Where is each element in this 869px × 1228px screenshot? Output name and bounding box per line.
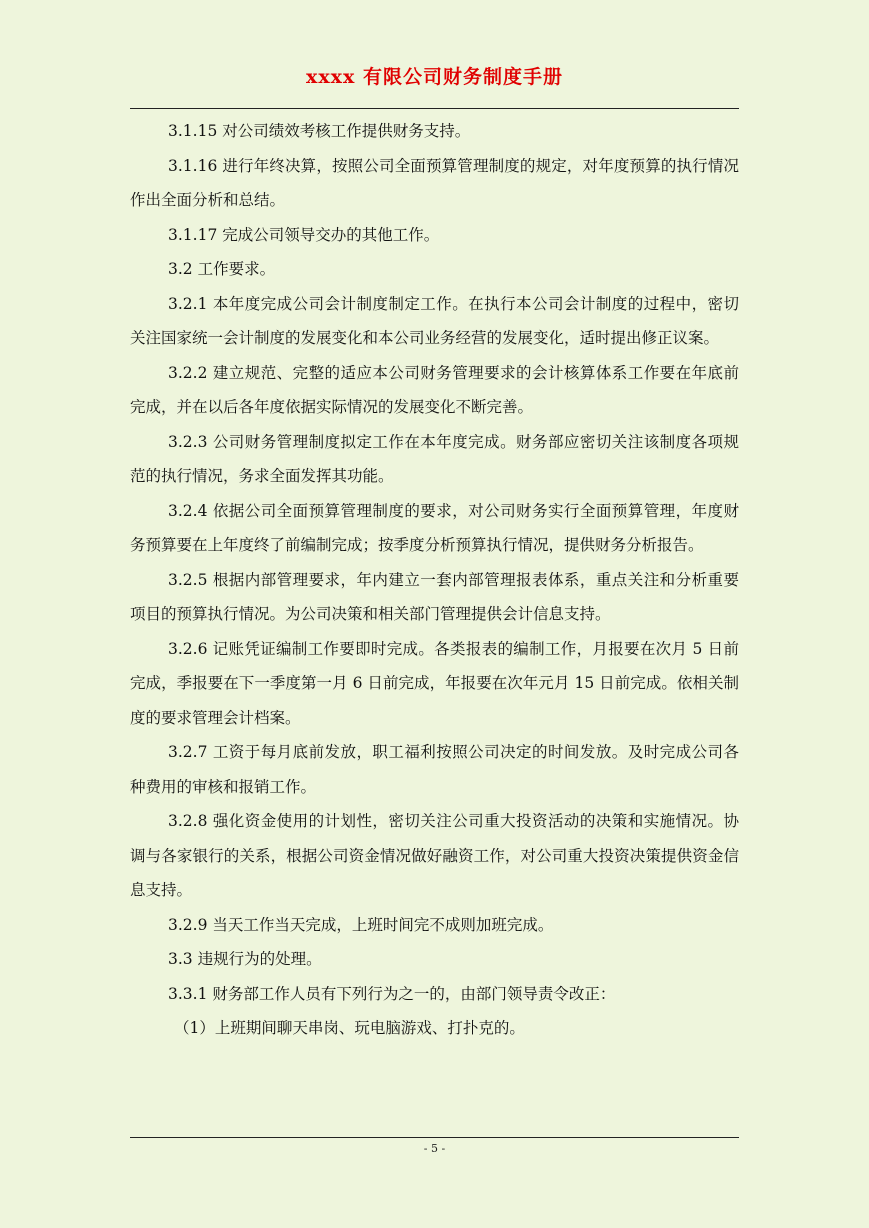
header-divider (130, 108, 739, 109)
paragraph-3-2-9: 3.2.9 当天工作当天完成，上班时间完不成则加班完成。 (168, 915, 554, 934)
paragraph-3-1-17: 3.1.17 完成公司领导交办的其他工作。 (168, 225, 440, 244)
document-header-title: xxxx 有限公司财务制度手册 (306, 66, 563, 88)
paragraph-3-2-2: 3.2.2 建立规范、完整的适应本公司财务管理要求的会计核算体系工作要在年底前完成，并在以后各年度依据实际情况的发展变化不断完善。 (130, 363, 739, 416)
paragraph-3-2-7: 3.2.7 工资于每月底前发放，职工福利按照公司决定的时间发放。及时完成公司各种费用的审核和报销工作。 (130, 743, 739, 796)
section-heading-3-3: 3.3 违规行为的处理。 (168, 950, 322, 968)
paragraph-3-2-3: 3.2.3 公司财务管理制度拟定工作在本年度完成。财务部应密切关注该制度各项规范的执行情况，务求全面发挥其功能。 (130, 432, 739, 485)
list-item-1: （1）上班期间聊天串岗、玩电脑游戏、打扑克的。 (174, 1019, 525, 1037)
paragraph-3-2-8: 3.2.8 强化资金使用的计划性，密切关注公司重大投资活动的决策和实施情况。协调与各家银行的关系，根据公司资金情况做好融资工作，对公司重大投资决策提供资金信息支持。 (130, 812, 739, 899)
paragraph-3-3-1: 3.3.1 财务部工作人员有下列行为之一的，由部门领导责令改正： (168, 984, 616, 1003)
paragraph-3-2-1: 3.2.1 本年度完成公司会计制度制定工作。在执行本公司会计制度的过程中，密切关注国家统一会计制度的发展变化和本公司业务经营的发展变化，适时提出修正议案。 (130, 294, 739, 347)
paragraph-3-1-16: 3.1.16 进行年终决算，按照公司全面预算管理制度的规定，对年度预算的执行情况作出全面分析和总结。 (130, 156, 739, 209)
paragraph-3-2-6: 3.2.6 记账凭证编制工作要即时完成。各类报表的编制工作，月报要在次月 5 日前完成，季报要在下一季度第一月 6 日前完成，年报要在次年元月 15 日前完成。依相关制度的要求管理会计档案。 (130, 639, 739, 727)
paragraph-3-1-15: 3.1.15 对公司绩效考核工作提供财务支持。 (168, 122, 471, 140)
footer-divider (130, 1137, 739, 1138)
paragraph-3-2-5: 3.2.5 根据内部管理要求，年内建立一套内部管理报表体系，重点关注和分析重要项目的预算执行情况。为公司决策和相关部门管理提供会计信息支持。 (130, 570, 739, 623)
page-number: - 5 - (423, 1142, 446, 1155)
section-heading-3-2: 3.2 工作要求。 (168, 260, 276, 278)
document-body (130, 114, 739, 1046)
paragraph-3-2-4: 3.2.4 依据公司全面预算管理制度的要求，对公司财务实行全面预算管理，年度财务预算要在上年度终了前编制完成；按季度分析预算执行情况，提供财务分析报告。 (130, 501, 739, 554)
